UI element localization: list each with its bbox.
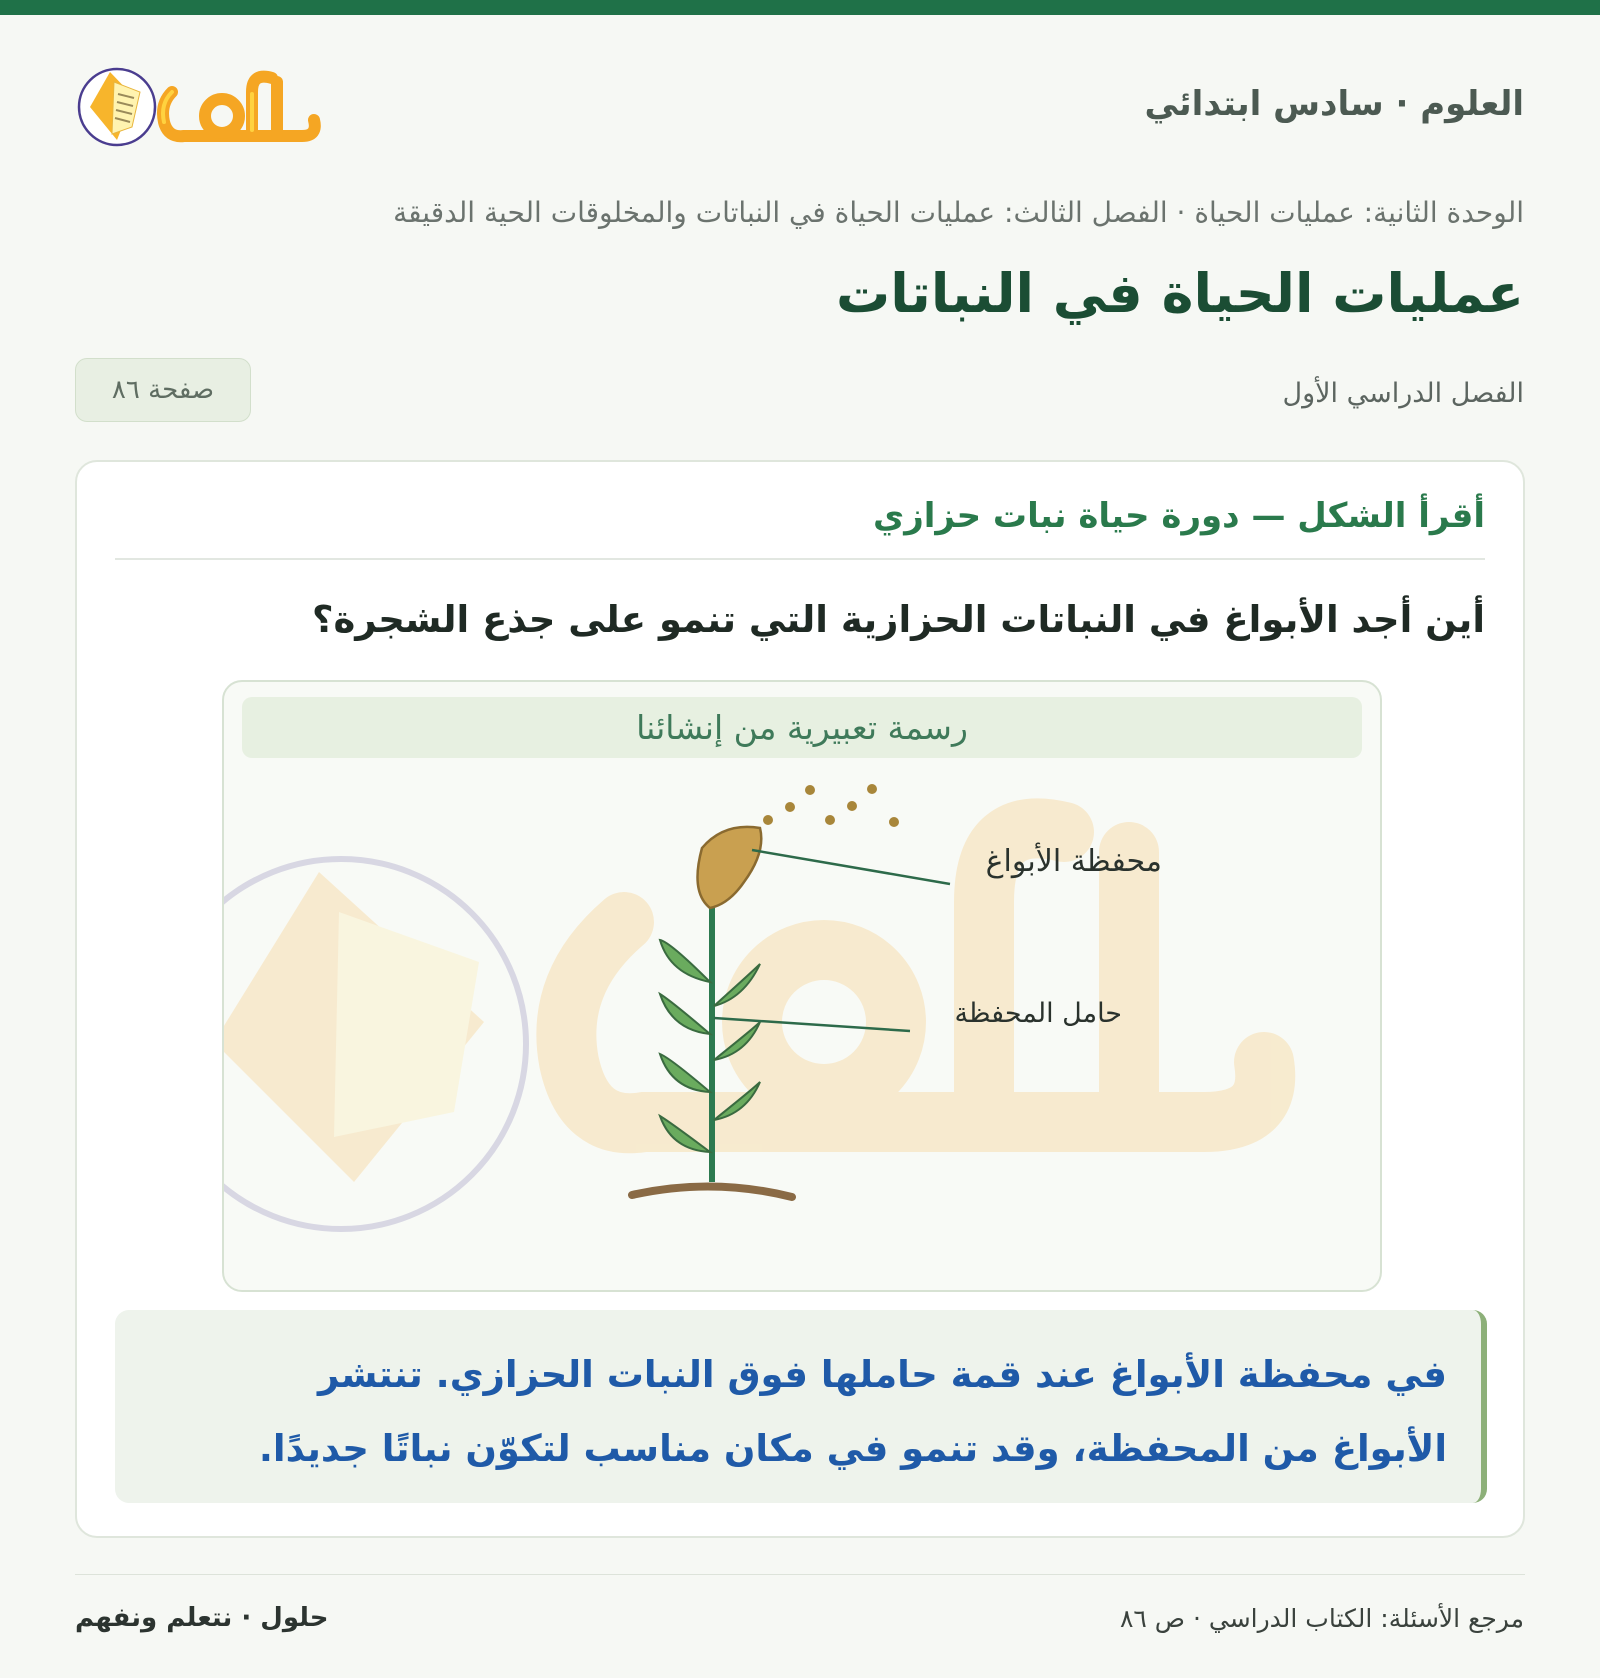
page-title: عمليات الحياة في النباتات — [836, 262, 1524, 325]
spore-capsule — [698, 827, 762, 908]
subject-grade-label: العلوم · سادس ابتدائي — [1144, 84, 1524, 124]
top-accent-bar — [0, 0, 1600, 15]
logo-wordmark — [163, 77, 315, 137]
figure-illustration — [224, 682, 1382, 1292]
logo-book-icon — [79, 69, 155, 145]
page-number-badge: صفحة ٨٦ — [75, 358, 251, 422]
answer-box — [115, 1310, 1487, 1503]
question-text: أين أجد الأبواغ في النباتات الحزازية التي تنمو على جذع الشجرة؟ — [311, 598, 1485, 641]
hulul-logo[interactable] — [72, 52, 342, 162]
answer-line-2: الأبواغ من المحفظة، وقد تنمو في مكان مناسب لتكوّن نباتًا جديدًا. — [258, 1427, 1447, 1470]
footer-divider — [75, 1574, 1525, 1575]
card-divider — [115, 558, 1485, 560]
footer-brand: حلول · نتعلم ونفهم — [75, 1603, 329, 1633]
capsule-leader-line — [752, 850, 950, 884]
capsule-label: محفظة الأبواغ — [985, 844, 1162, 879]
answer-line-1: في محفظة الأبواغ عند قمة حاملها فوق النبات الحزازي. تنتشر — [317, 1353, 1447, 1396]
figure-caption: رسمة تعبيرية من إنشائنا — [242, 697, 1362, 758]
spores — [763, 784, 899, 827]
card-title: أقرأ الشكل — دورة حياة نبات حزازي — [873, 496, 1485, 536]
footer-reference: مرجع الأسئلة: الكتاب الدراسي · ص ٨٦ — [1119, 1604, 1524, 1633]
ground-line — [632, 1186, 792, 1197]
breadcrumb: الوحدة الثانية: عمليات الحياة · الفصل الثالث: عمليات الحياة في النباتات والمخلوقات الحية الدقيقة — [393, 196, 1524, 229]
semester-label: الفصل الدراسي الأول — [1282, 378, 1524, 409]
stalk-label: حامل المحفظة — [954, 998, 1122, 1029]
moss-plant-figure — [222, 680, 1382, 1292]
question-card — [75, 460, 1525, 1538]
